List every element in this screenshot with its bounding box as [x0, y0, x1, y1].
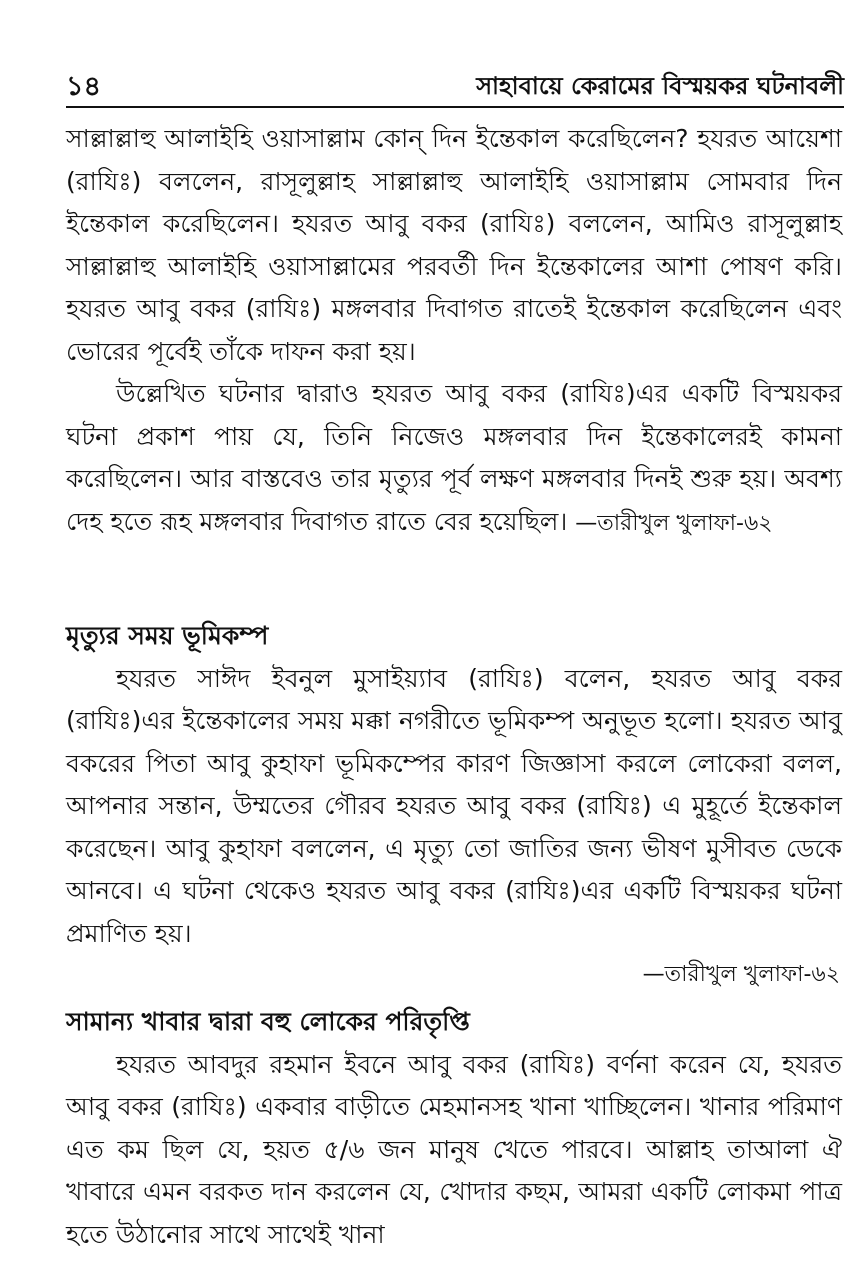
paragraph-2-text: উল্লেখিত ঘটনার দ্বারাও হযরত আবু বকর (রাযিঃ)এর একটি বিস্ময়কর ঘটনা প্রকাশ পায় যে, তিনি নিজেও মঙ্গলবার দিন ইন্তেকালেরই কামনা করেছিলেন। আর বাস্তবেও তার মৃত্যুর পূর্ব লক্ষণ মঙ্গলবার দিনই শুরু হয়। অবশ্য দেহ হতে রূহ মঙ্গলবার দিবাগত রাতে বের হয়েছিল। [66, 379, 842, 536]
paragraph-3: হযরত সাঈদ ইবনুল মুসাইয়্যাব (রাযিঃ) বলেন, হযরত আবু বকর (রাযিঃ)এর ইন্তেকালের সময় মক্কা নগরীতে ভূমিকম্প অনুভূত হলো। হযরত আবু বকরের পিতা আবু কুহাফা ভূমিকম্পের কারণ জিজ্ঞাসা করলে লোকেরা বলল, আপনার সন্তান, উম্মতের গৌরব হযরত আবু বকর (রাযিঃ) এ মুহূর্তে ইন্তেকাল করেছেন। আবু কুহাফা বললেন, এ মৃত্যু তো জাতির জন্য ভীষণ মুসীবত ডেকে আনবে। এ ঘটনা থেকেও হযরত আবু বকর (রাযিঃ)এর একটি বিস্ময়কর ঘটনা প্রমাণিত হয়। [66, 663, 842, 948]
paragraph-2 [66, 373, 842, 545]
section-gap [66, 545, 842, 615]
running-title: সাহাবায়ে কেরামের বিস্ময়কর ঘটনাবলী [476, 72, 844, 100]
citation-1: —তারীখুল খুলাফা-৬২ [575, 510, 773, 536]
page-header [66, 64, 844, 108]
section-heading-food-blessing: সামান্য খাবার দ্বারা বহু লোকের পরিতৃপ্তি [66, 1007, 470, 1036]
paragraph-4: হযরত আবদুর রহমান ইবনে আবু বকর (রাযিঃ) বর্ণনা করেন যে, হযরত আবু বকর (রাযিঃ) একবার বাড়ীতে মেহমানসহ খানা খাচ্ছিলেন। খানার পরিমাণ এত কম ছিল যে, হয়ত ৫/৬ জন মানুষ খেতে পারবে। আল্লাহ তাআলা ঐ খাবারে এমন বরকত দান করলেন যে, খোদার কছম, আমরা একটি লোকমা পাত্র হতে উঠানোর সাথে সাথেই খানা [66, 1049, 842, 1249]
citation-2: —তারীখুল খুলাফা-৬২ [642, 962, 840, 987]
paragraph-1: সাল্লাল্লাহু আলাইহি ওয়াসাল্লাম কোন্ দিন ইন্তেকাল করেছিলেন? হযরত আয়েশা (রাযিঃ) বললেন, রাসূলুল্লাহ সাল্লাল্লাহু আলাইহি ওয়াসাল্লাম সোমবার দিন ইন্তেকাল করেছিলেন। হযরত আবু বকর (রাযিঃ) বললেন, আমিও রাসূলুল্লাহ সাল্লাল্লাহু আলাইহি ওয়াসাল্লামের পরবর্তী দিন ইন্তেকালের আশা পোষণ করি। হযরত আবু বকর (রাযিঃ) মঙ্গলবার দিবাগত রাতেই ইন্তেকাল করেছিলেন এবং ভোরের পূর্বেই তাঁকে দাফন করা হয়। [66, 124, 842, 366]
page-body [66, 118, 842, 1256]
page-number: ১৪ [66, 71, 102, 102]
section-heading-earthquake: মৃত্যুর সময় ভূমিকম্প [66, 621, 269, 650]
